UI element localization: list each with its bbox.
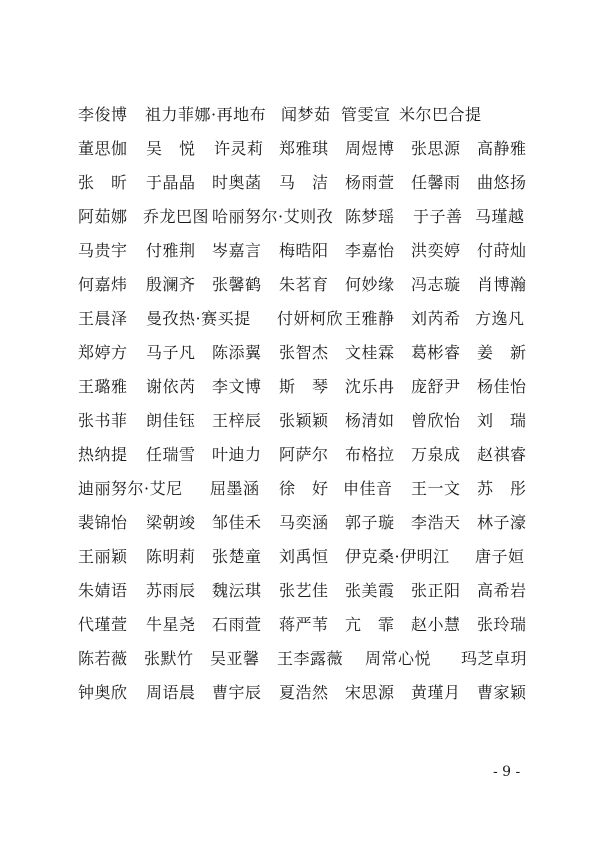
name-entry: 李嘉怡 (345, 241, 395, 260)
name-entry: 洪奕婷 (411, 241, 461, 260)
name-entry: 张玲瑞 (477, 615, 527, 634)
name-entry: 祖力菲娜·再地布 (145, 105, 267, 124)
name-entry: 蒋严苇 (279, 615, 329, 634)
name-row (78, 234, 548, 268)
name-entry: 曲悠扬 (477, 173, 527, 192)
name-entry: 张智杰 (279, 343, 329, 362)
name-entry: 苏 彤 (477, 479, 527, 498)
name-row (78, 200, 548, 234)
name-entry: 马贵宇 (78, 241, 128, 260)
name-entry: 沈乐冉 (345, 377, 395, 396)
name-entry: 曼孜热·赛买提 (146, 309, 251, 328)
name-row (78, 574, 548, 608)
name-entry: 张 昕 (78, 173, 128, 192)
name-row (78, 472, 548, 506)
name-entry: 高希岩 (477, 581, 527, 600)
name-entry: 邹佳禾 (212, 513, 262, 532)
name-entry: 苏雨辰 (146, 581, 196, 600)
name-entry: 付妍柯欣 (277, 309, 344, 328)
name-entry: 李浩天 (411, 513, 461, 532)
name-entry: 于晶晶 (146, 173, 196, 192)
name-entry: 葛彬睿 (411, 343, 461, 362)
name-entry: 杨清如 (345, 411, 395, 430)
name-entry: 付莳灿 (477, 241, 527, 260)
name-entry: 谢依芮 (146, 377, 196, 396)
name-entry: 赵小慧 (411, 615, 461, 634)
name-entry: 万泉成 (411, 445, 461, 464)
name-entry: 张艺佳 (279, 581, 329, 600)
name-row (78, 540, 548, 574)
name-entry: 徐 好 (279, 479, 329, 498)
name-entry: 王璐雅 (78, 377, 128, 396)
name-row (78, 132, 548, 166)
name-row (78, 404, 548, 438)
name-entry: 曾欣怡 (411, 411, 461, 430)
name-entry: 裴锦怡 (78, 513, 128, 532)
name-entry: 马瑾越 (475, 207, 525, 226)
name-entry: 李俊博 (78, 105, 128, 124)
name-entry: 叶迪力 (212, 445, 262, 464)
name-entry: 林子濠 (477, 513, 527, 532)
name-entry: 牛星尧 (146, 615, 196, 634)
name-entry: 斯 琴 (279, 377, 329, 396)
name-entry: 张楚童 (212, 547, 262, 566)
name-entry: 哈丽努尔·艾则孜 (212, 207, 334, 226)
name-entry: 马 洁 (279, 173, 329, 192)
name-entry: 殷澜齐 (146, 275, 196, 294)
name-entry: 屈墨涵 (210, 479, 260, 498)
name-entry: 阿萨尔 (279, 445, 329, 464)
name-entry: 玛芝卓玥 (461, 649, 528, 668)
name-entry: 张馨鹤 (212, 275, 262, 294)
name-entry: 杨佳怡 (477, 377, 527, 396)
name-entry: 何妙缘 (345, 275, 395, 294)
name-entry: 于子善 (413, 207, 463, 226)
name-entry: 郑婷方 (78, 343, 128, 362)
name-entry: 王一文 (411, 479, 461, 498)
name-entry: 张书菲 (78, 411, 128, 430)
name-entry: 钟奥欣 (78, 683, 128, 702)
name-row (78, 506, 548, 540)
name-entry: 赵祺睿 (477, 445, 527, 464)
name-entry: 李文博 (212, 377, 262, 396)
name-entry: 刘 瑞 (477, 411, 527, 430)
name-entry: 马子凡 (146, 343, 196, 362)
name-entry: 杨雨萱 (345, 173, 395, 192)
name-entry: 冯志璇 (411, 275, 461, 294)
name-row (78, 166, 548, 200)
name-entry: 董思伽 (78, 139, 128, 158)
name-entry: 王李露薇 (277, 649, 344, 668)
name-entry: 王梓辰 (212, 411, 262, 430)
name-row (78, 336, 548, 370)
name-entry: 马奕涵 (279, 513, 329, 532)
name-entry: 代瑾萱 (78, 615, 128, 634)
name-entry: 唐子姮 (475, 547, 525, 566)
name-row (78, 268, 548, 302)
name-list (78, 98, 548, 710)
name-row (78, 302, 548, 336)
name-row (78, 676, 548, 710)
name-entry: 梅晧阳 (279, 241, 329, 260)
page-number: - 9 - (493, 764, 521, 780)
name-entry: 任馨雨 (411, 173, 461, 192)
name-entry: 文桂霖 (345, 343, 395, 362)
name-entry: 朱茗育 (279, 275, 329, 294)
name-entry: 庞舒尹 (411, 377, 461, 396)
name-entry: 迪丽努尔·艾尼 (78, 479, 183, 498)
name-entry: 阿茹娜 (78, 207, 128, 226)
name-entry: 热纳提 (78, 445, 128, 464)
name-entry: 郭子璇 (345, 513, 395, 532)
name-entry: 梁朝竣 (146, 513, 196, 532)
name-entry: 夏浩然 (279, 683, 329, 702)
name-entry: 陈若薇 (78, 649, 128, 668)
name-entry: 石雨萱 (212, 615, 262, 634)
name-entry: 周语晨 (146, 683, 196, 702)
name-row (78, 642, 548, 676)
name-entry: 乔龙巴图 (143, 207, 210, 226)
name-entry: 张美霞 (345, 581, 395, 600)
name-entry: 曹家颖 (477, 683, 527, 702)
name-entry: 付雅荆 (146, 241, 196, 260)
name-entry: 许灵莉 (214, 139, 264, 158)
name-row (78, 608, 548, 642)
name-entry: 张颖颖 (279, 411, 329, 430)
name-entry: 布格拉 (345, 445, 395, 464)
name-entry: 刘禹恒 (279, 547, 329, 566)
name-entry: 何嘉炜 (78, 275, 128, 294)
name-entry: 吴 悦 (146, 139, 196, 158)
name-entry: 吴亚馨 (210, 649, 260, 668)
name-entry: 陈明莉 (146, 547, 196, 566)
name-entry: 岑嘉言 (212, 241, 262, 260)
name-entry: 王晨泽 (78, 309, 128, 328)
name-entry: 伊克桑·伊明江 (345, 547, 450, 566)
name-entry: 张默竹 (144, 649, 194, 668)
name-entry: 任瑞雪 (146, 445, 196, 464)
name-entry: 姜 新 (477, 343, 527, 362)
name-row (78, 98, 548, 132)
name-entry: 亢 霏 (345, 615, 395, 634)
name-entry: 周煜博 (345, 139, 395, 158)
name-entry: 朗佳钰 (146, 411, 196, 430)
name-entry: 刘芮希 (411, 309, 461, 328)
name-entry: 陈梦瑶 (345, 207, 395, 226)
name-entry: 张正阳 (411, 581, 461, 600)
name-row (78, 370, 548, 404)
name-entry: 张思源 (411, 139, 461, 158)
name-entry: 宋思源 (345, 683, 395, 702)
name-entry: 王雅静 (345, 309, 395, 328)
name-entry: 申佳音 (343, 479, 393, 498)
name-row (78, 438, 548, 472)
name-entry: 陈添翼 (212, 343, 262, 362)
name-entry: 曹宇辰 (212, 683, 262, 702)
name-entry: 黄瑾月 (411, 683, 461, 702)
name-entry: 王丽颖 (78, 547, 128, 566)
name-entry: 米尔巴合提 (399, 105, 482, 124)
name-entry: 郑雅琪 (279, 139, 329, 158)
name-entry: 高静雅 (477, 139, 527, 158)
name-entry: 肖博瀚 (477, 275, 527, 294)
name-entry: 闻梦茹 (281, 105, 331, 124)
name-entry: 魏沄琪 (212, 581, 262, 600)
name-entry: 周常心悦 (365, 649, 432, 668)
name-entry: 管雯宣 (341, 105, 391, 124)
name-entry: 时奥菡 (212, 173, 262, 192)
name-entry: 朱婧语 (78, 581, 128, 600)
name-entry: 方逸凡 (475, 309, 525, 328)
